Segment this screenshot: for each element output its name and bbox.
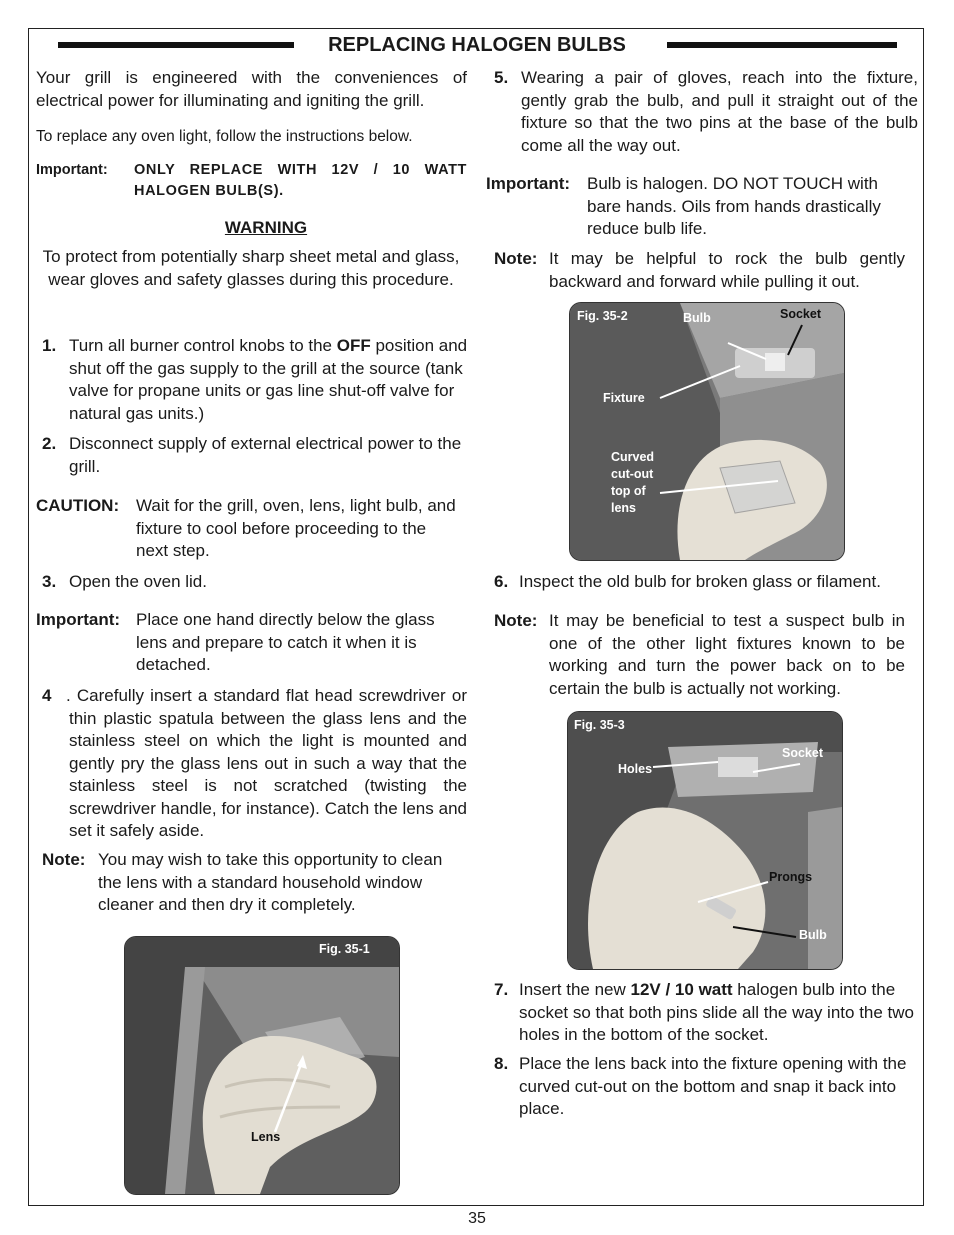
important-2-text: Place one hand directly below the glass lens and prepare to catch it when it is detached. bbox=[136, 610, 435, 674]
step-6-number: 6. bbox=[494, 572, 509, 591]
step-1-off: OFF bbox=[336, 336, 371, 355]
figure-35-3-holes-label: Holes bbox=[618, 762, 653, 776]
figure-35-3-prongs-label: Prongs bbox=[769, 870, 813, 884]
figure-35-3-label: Fig. 35-3 bbox=[574, 718, 625, 732]
figure-35-3-socket-label: Socket bbox=[782, 746, 823, 760]
note-2-label: Note: bbox=[494, 249, 538, 268]
figure-35-2-photo bbox=[570, 303, 844, 560]
step-3-text: Open the oven lid. bbox=[69, 572, 207, 591]
step-7-b: halogen bulb into the socket so that both pins slide all the way into the two holes in the bottom of the socket. bbox=[519, 980, 915, 1044]
step-1-b: position and shut off the gas supply to the grill at the source (tank valve for propane units or gas line shut-off valve for natural gas units.) bbox=[69, 336, 468, 423]
warning-text: To protect from potentially sharp sheet metal and glass, wear gloves and safety glasses during this procedure. bbox=[42, 247, 460, 289]
caution-text: Wait for the grill, oven, lens, light bulb, and fixture to cool before proceeding to the next step. bbox=[136, 496, 456, 560]
figure-35-1 bbox=[124, 936, 400, 1195]
page-title: REPLACING HALOGEN BULBS bbox=[0, 34, 954, 57]
step-1-a: Turn all burner control knobs to the bbox=[69, 336, 337, 355]
warning-heading: WARNING bbox=[224, 218, 308, 237]
figure-35-2 bbox=[569, 302, 845, 561]
step-7-text bbox=[519, 979, 921, 1047]
figure-35-2-socket-label: Socket bbox=[780, 307, 821, 321]
step-2-text: Disconnect supply of external electrical power to the grill. bbox=[69, 434, 462, 476]
step-7-spec: 12V / 10 watt bbox=[630, 980, 733, 999]
page-number: 35 bbox=[468, 1210, 486, 1227]
important-2-label: Important: bbox=[36, 610, 121, 629]
figure-35-2-label: Fig. 35-2 bbox=[577, 309, 628, 323]
figure-35-1-lens-label: Lens bbox=[251, 1130, 281, 1144]
figure-35-2-bulb-label: Bulb bbox=[683, 311, 711, 325]
step-5-number: 5. bbox=[494, 68, 509, 87]
step-5-text: Wearing a pair of gloves, reach into the fixture, gently grab the bulb, and pull it straight out of the fixture so that the two pins at the base of the bulb come all the way out. bbox=[521, 68, 918, 155]
step-1-text bbox=[69, 335, 469, 425]
step-4-text: . Carefully insert a standard flat head screwdriver or thin plastic spatula between the glass lens and the stainless steel on which the light is mounted and gently pry the glass lens out in such a way that the stainless steel is not scratched (twisting the screwdriver handle, for instance). Catch the lens and set it safely aside. bbox=[66, 686, 467, 840]
step-7-number: 7. bbox=[494, 980, 509, 999]
note-label: Note: bbox=[42, 850, 86, 869]
step-2-number: 2. bbox=[42, 434, 57, 453]
note-text: You may wish to take this opportunity to clean the lens with a standard household window cleaner and then dry it completely. bbox=[98, 850, 443, 914]
figure-35-3-bulb-label: Bulb bbox=[799, 928, 827, 942]
note-2-text: It may be helpful to rock the bulb gently backward and forward while pulling it out. bbox=[549, 249, 905, 291]
important-3-text: Bulb is halogen. DO NOT TOUCH with bare hands. Oils from hands drastically reduce bulb life. bbox=[587, 174, 881, 238]
step-8-text: Place the lens back into the fixture opening with the curved cut-out on the bottom and snap it back into place. bbox=[519, 1054, 907, 1118]
intro-text: Your grill is engineered with the conveniences of electrical power for illuminating and igniting the grill. bbox=[36, 68, 467, 110]
important-label: Important: bbox=[36, 162, 108, 178]
figure-35-2-curved-label: Curved cut-out top of lens bbox=[611, 450, 655, 515]
important-3-label: Important: bbox=[486, 174, 571, 193]
important-text: ONLY REPLACE WITH 12V / 10 WATT HALOGEN BULB(S). bbox=[134, 162, 467, 199]
step-7-a: Insert the new bbox=[519, 980, 631, 999]
figure-35-1-photo bbox=[125, 937, 399, 1194]
intro-text-2: To replace any oven light, follow the instructions below. bbox=[36, 128, 413, 145]
step-6-text: Inspect the old bulb for broken glass or filament. bbox=[519, 572, 881, 591]
step-4-number: 4 bbox=[42, 686, 52, 705]
step-1-number: 1. bbox=[42, 336, 57, 355]
figure-35-1-label: Fig. 35-1 bbox=[319, 942, 370, 956]
figure-35-3 bbox=[567, 711, 843, 970]
note-3-text: It may be beneficial to test a suspect bulb in one of the other light fixtures known to be working and turn the power back on to be certain the bulb is actually not working. bbox=[549, 611, 905, 698]
caution-label: CAUTION: bbox=[36, 496, 120, 515]
figure-35-2-fixture-label: Fixture bbox=[603, 391, 645, 405]
note-3-label: Note: bbox=[494, 611, 538, 630]
step-3-number: 3. bbox=[42, 572, 57, 591]
step-8-number: 8. bbox=[494, 1054, 509, 1073]
